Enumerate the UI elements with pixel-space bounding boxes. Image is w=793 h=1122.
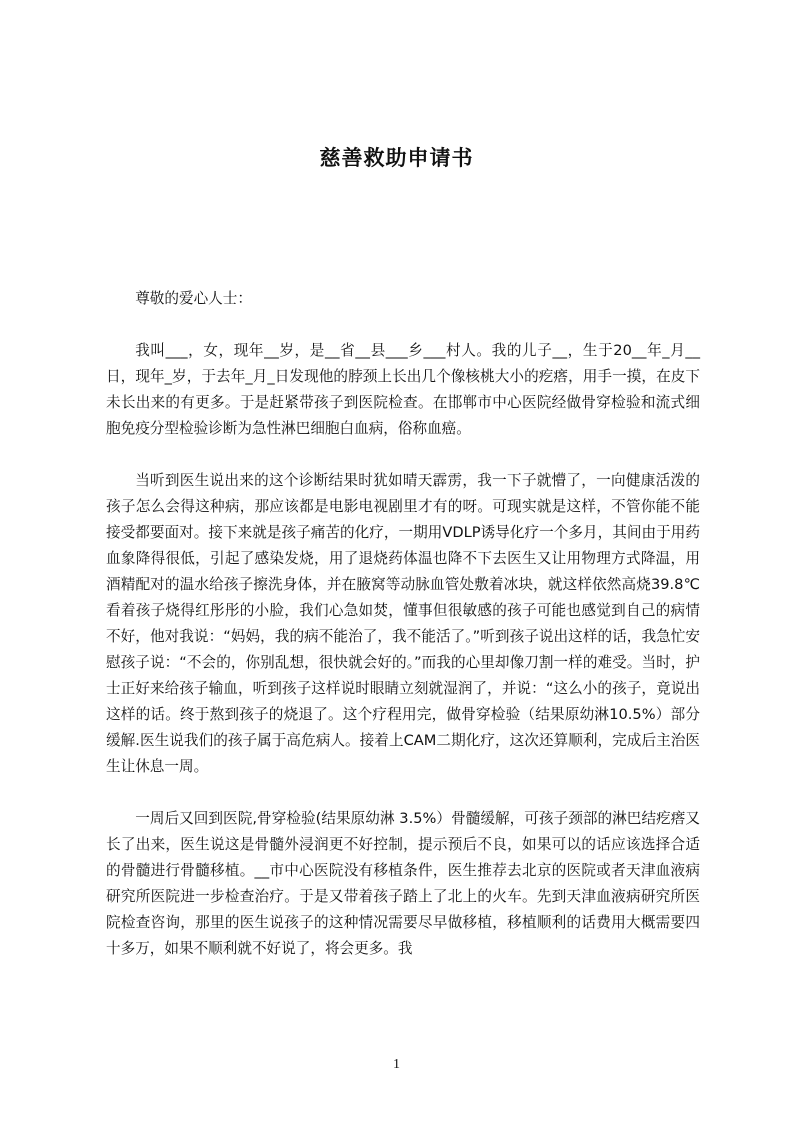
letter-body (106, 286, 700, 962)
paragraph-transplant: 一周后又回到医院,骨穿检验(结果原幼淋 3.5%）骨髓缓解，可孩子颈部的淋巴结疙瘩又长了出来，医生说这是骨髓外浸润更不好控制，提示预后不良，如果可以的话应该选择合适的骨髓进行骨髓移植。__市中心医院没有移植条件，医生推荐去北京的医院或者天津血液病研究所医院进一步检查治疗。于是又带着孩子踏上了北上的火车。先到天津血液病研究所医院检查咨询，那里的医生说孩子的这种情况需要尽早做移植，移植顺利的话费用大概需要四十多万，如果不顺利就不好说了，将会更多。我 (106, 810, 700, 957)
page-title: 慈善救助申请书 (319, 146, 474, 170)
paragraph-diagnosis: 我叫___，女，现年__岁，是__省__县___乡___村人。我的儿子__，生于20__年_月__日，现年_岁，于去年_月_日发现他的脖颈上长出几个像核桃大小的疙瘩，用手一摸，在皮下未长出来的有更多。于是赶紧带孩子到医院检查。在邯郸市中心医院经做骨穿检验和流式细胞免疫分型检验诊断为急性淋巴细胞白血病，俗称血癌。 (106, 342, 700, 437)
paragraph-treatment: 当听到医生说出来的这个诊断结果时犹如晴天霹雳，我一下子就懵了，一向健康活泼的孩子怎么会得这种病，那应该都是电影电视剧里才有的呀。可现实就是这样，不管你能不能接受都要面对。接下来就是孩子痛苦的化疗，一期用VDLP诱导化疗一个多月，其间由于用药血象降得很低，引起了感染发烧，用了退烧药体温也降不下去医生又让用物理方式降温，用酒精配对的温水给孩子擦洗身体，并在腋窝等动脉血管处敷着冰块，就这样依然高烧39.8℃ 看着孩子烧得红彤彤的小脸，我们心急如焚，懂事但很敏感的孩子可能也感觉到自己的病情不好，他对我说：“妈妈，我的病不能治了，我不能活了。”听到孩子说出这样的话，我急忙安慰孩子说：“不会的，你别乱想，很快就会好的。”而我的心里却像刀割一样的难受。当时，护士正好来给孩子输血，听到孩子这样说时眼睛立刻就湿润了，并说：“这么小的孩子，竟说出这样的话。终于熬到孩子的烧退了。这个疗程用完，做骨穿检验（结果原幼淋10.5%）部分缓解.医生说我们的孩子属于高危病人。接着上CAM二期化疗，这次还算顺利，完成后主治医生让休息一周。 (106, 472, 700, 775)
page-number: 1 (393, 1057, 400, 1072)
salutation: 尊敬的爱心人士： (135, 290, 252, 307)
